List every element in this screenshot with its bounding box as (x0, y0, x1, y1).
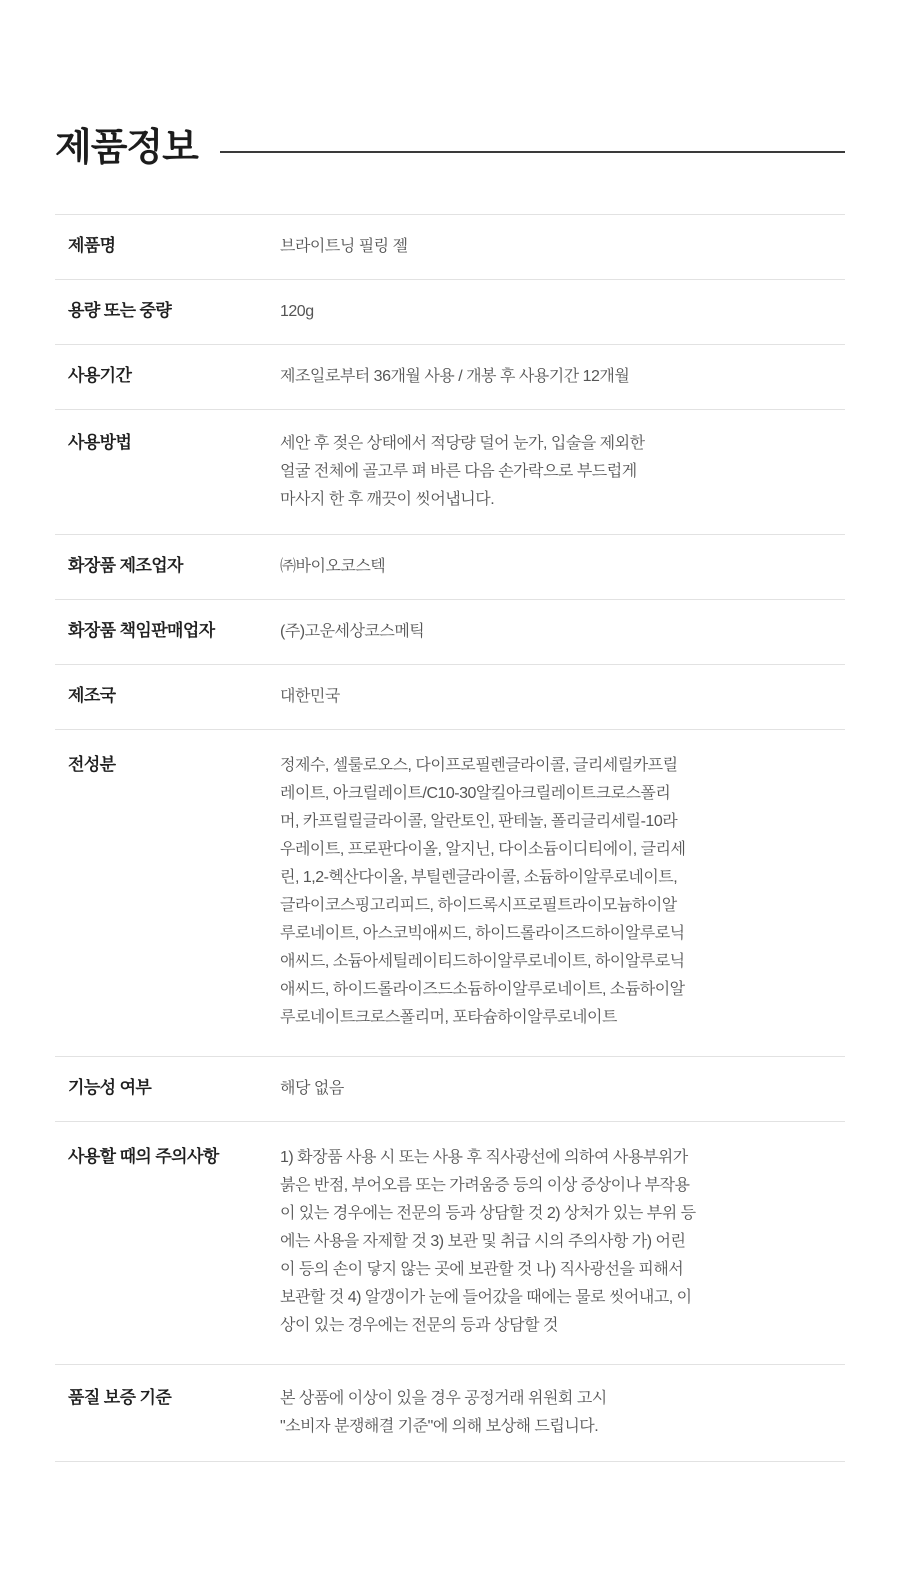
value-line: 브라이트닝 필링 젤 (280, 237, 408, 255)
value-line: 이 등의 손이 닿지 않는 곳에 보관할 것 나) 직사광선을 피해서 (280, 1260, 684, 1278)
row-value-quality-guarantee (280, 1385, 845, 1441)
row-label-responsible-seller: 화장품 책임판매업자 (68, 620, 215, 640)
value-line: 루로네이트, 아스코빅애씨드, 하이드롤라이즈드하이알루로닉 (280, 924, 685, 942)
table-row (55, 1057, 845, 1122)
product-info-table (55, 214, 845, 1462)
value-line: 상이 있는 경우에는 전문의 등과 상담할 것 (280, 1316, 558, 1334)
value-line: 이 있는 경우에는 전문의 등과 상담할 것 2) 상처가 있는 부위 등 (280, 1204, 696, 1222)
row-value-country-of-origin (280, 683, 845, 711)
value-line: 보관할 것 4) 알갱이가 눈에 들어갔을 때에는 물로 씻어내고, 이 (280, 1288, 692, 1306)
value-line: 글라이코스핑고리피드, 하이드록시프로필트라이모늄하이알 (280, 896, 677, 914)
value-line: 1) 화장품 사용 시 또는 사용 후 직사광선에 의하여 사용부위가 (280, 1148, 688, 1166)
value-line: 린, 1,2-헥산다이올, 부틸렌글라이콜, 소듐하이알루로네이트, (280, 868, 678, 886)
value-line: (주)고운세상코스메틱 (280, 622, 425, 640)
value-line: 정제수, 셀룰로오스, 다이프로필렌글라이콜, 글리세릴카프릴 (280, 756, 678, 774)
value-line: 에는 사용을 자제할 것 3) 보관 및 취급 시의 주의사항 가) 어린 (280, 1232, 686, 1250)
value-line: "소비자 분쟁해결 기준"에 의해 보상해 드립니다. (280, 1417, 599, 1435)
value-line: 해당 없음 (280, 1079, 344, 1097)
value-line: 120g (280, 302, 314, 320)
value-line: 우레이트, 프로판다이올, 알지닌, 다이소듐이디티에이, 글리세 (280, 840, 686, 858)
row-label-precautions: 사용할 때의 주의사항 (68, 1146, 219, 1166)
page-title: 제품정보 (55, 127, 198, 169)
row-value-functional (280, 1075, 845, 1103)
table-row (55, 1365, 845, 1462)
value-line: 레이트, 아크릴레이트/C10-30알킬아크릴레이트크로스폴리 (280, 784, 671, 802)
row-value-product-name (280, 233, 845, 261)
table-row (55, 410, 845, 535)
row-label-ingredients: 전성분 (68, 754, 116, 774)
row-label-country-of-origin: 제조국 (68, 685, 116, 705)
table-row (55, 215, 845, 280)
table-row (55, 535, 845, 600)
row-label-manufacturer: 화장품 제조업자 (68, 555, 183, 575)
value-line: 애씨드, 소듐아세틸레이티드하이알루로네이트, 하이알루로닉 (280, 952, 685, 970)
table-row (55, 1122, 845, 1365)
value-line: 제조일로부터 36개월 사용 / 개봉 후 사용기간 12개월 (280, 367, 630, 385)
row-value-how-to-use (280, 430, 845, 514)
row-label-functional: 기능성 여부 (68, 1077, 152, 1097)
row-value-ingredients (280, 752, 845, 1032)
header-divider (220, 151, 845, 153)
table-row (55, 600, 845, 665)
table-row (55, 280, 845, 345)
value-line: 얼굴 전체에 골고루 펴 바른 다음 손가락으로 부드럽게 (280, 462, 637, 480)
table-row (55, 345, 845, 410)
row-label-product-name: 제품명 (68, 235, 116, 255)
row-value-precautions (280, 1144, 845, 1340)
value-line: 대한민국 (280, 687, 340, 705)
value-line: 루로네이트크로스폴리머, 포타슘하이알루로네이트 (280, 1008, 617, 1026)
row-value-volume (280, 298, 845, 326)
value-line: 애씨드, 하이드롤라이즈드소듐하이알루로네이트, 소듐하이알 (280, 980, 685, 998)
row-value-period-of-use (280, 363, 845, 391)
value-line: 본 상품에 이상이 있을 경우 공정거래 위원회 고시 (280, 1389, 607, 1407)
row-label-period-of-use: 사용기간 (68, 365, 132, 385)
value-line: ㈜바이오코스텍 (280, 557, 386, 575)
value-line: 머, 카프릴릴글라이콜, 알란토인, 판테놀, 폴리글리세릴-10라 (280, 812, 678, 830)
row-value-responsible-seller (280, 618, 845, 646)
row-value-manufacturer (280, 553, 845, 581)
table-row (55, 665, 845, 730)
value-line: 마사지 한 후 깨끗이 씻어냅니다. (280, 490, 495, 508)
row-label-volume: 용량 또는 중량 (68, 300, 172, 320)
table-row (55, 730, 845, 1057)
value-line: 세안 후 젖은 상태에서 적당량 덜어 눈가, 입술을 제외한 (280, 434, 645, 452)
value-line: 붉은 반점, 부어오름 또는 가려움증 등의 이상 증상이나 부작용 (280, 1176, 690, 1194)
page-header (0, 0, 900, 170)
row-label-quality-guarantee: 품질 보증 기준 (68, 1387, 172, 1407)
row-label-how-to-use: 사용방법 (68, 432, 132, 452)
